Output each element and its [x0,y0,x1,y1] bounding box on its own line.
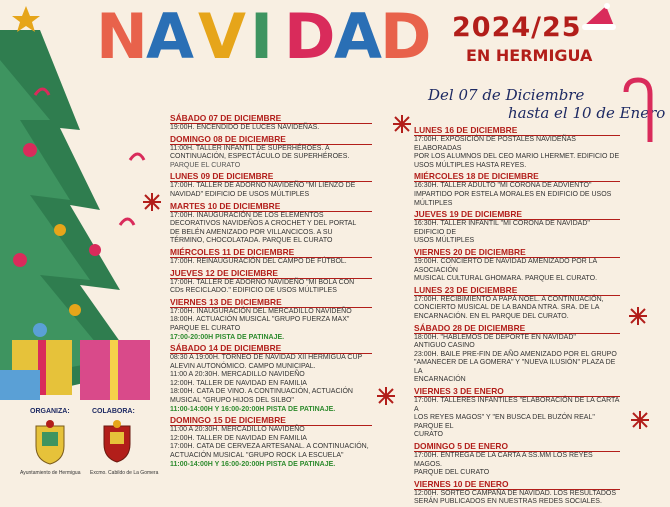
title-letter: D [284,0,336,73]
dates-from: Del 07 de Diciembre [428,86,585,104]
candy-cane-icon [620,74,660,144]
schedule-event-line: CONTINUACIÓN, ESPECTÁCULO DE SUPERHÉROES. [170,153,350,161]
schedule-event-line: "AMANECER DE LA GOMERA" Y "NUEVA ILUSIÓN" PLAZA DE LA [414,359,616,375]
schedule-event-line: DECORATIVOS NAVIDEÑOS A CROCHET Y DEL PORTAL [170,220,357,228]
snowflake-icon [142,192,162,212]
schedule-day-heading: LUNES 23 DE DICIEMBRE [414,285,620,296]
schedule-event-line: 12:00H. SORTEO CAMPAÑA DE NAVIDAD. LOS RESULTADOS [414,489,617,497]
ayuntamiento-crest-icon [30,420,70,466]
schedule-event-line: 17:00H. EXPOSICIÓN DE POSTALES NAVIDEÑAS ELABORADAS [414,136,576,152]
schedule-day-heading: MARTES 10 DE DICIEMBRE [170,201,372,212]
cabildo-crest-icon [100,420,134,464]
skating-rink-note: 11:00-14:00H Y 16:00-20:00H PISTA DE PATINAJE. [170,405,336,413]
title-letter: N [96,0,148,73]
schedule-event-line: 11:00 A 20:30H. MERCADILLO NAVIDEÑO [170,371,305,379]
schedule-day-heading: VIERNES 13 DE DICIEMBRE [170,297,372,308]
schedule-event-line: ALEVIN AUTONÓMICO. CAMPO MUNICIPAL. [170,362,316,370]
snowflake-icon [376,386,396,406]
schedule-right-column [414,124,620,507]
schedule-event-line: TÉRMINO, CHOCOLATADA. PARQUE EL CURATO [170,237,333,245]
colabora-name: Excmo. Cabildo de La Gomera [90,470,159,476]
title-letter: I [250,0,274,73]
schedule-event-line: 18:00H. "HABLEMOS DE DEPORTE EN NAVIDAD" [414,333,576,341]
schedule-event-line: 19:00H. CONCIERTO DE NAVIDAD AMENIZADO POR LA ASOCIACIÓN [414,257,597,274]
schedule-event-line: 17:00H. ENTREGA DE LA CARTA A SS.MM LOS REYES MAGOS. [414,452,593,468]
title-letter: D [380,0,432,73]
schedule-day-heading: LUNES 16 DE DICIEMBRE [414,125,620,136]
schedule-event-line: CURATO [414,431,443,439]
schedule-day-heading: SÁBADO 07 DE DICIEMBRE [170,113,372,124]
schedule-day-heading: MIÉRCOLES 11 DE DICIEMBRE [170,247,372,258]
schedule-day-heading: DOMINGO 5 DE ENERO [414,441,620,452]
schedule-event-line: 18:00H. ACTUACIÓN MUSICAL "GRUPO FUERZA MAX" [170,316,350,324]
schedule-day-heading: MIÉRCOLES 18 DE DICIEMBRE [414,171,620,182]
title-letter: V [198,0,246,73]
title-letter: A [146,0,194,73]
schedule-event-line: 11:00H. TALLER INFANTIL DE SUPERHÉROES. A [170,144,330,152]
schedule-event-line: PARQUE DEL CURATO [414,469,490,477]
schedule-event-line: 17:00H. TALLER DE ADORNO NAVIDEÑO "MI LIENZO DE [170,182,356,190]
schedule-event-line: 17:00H. INAUGURACIÓN DEL MERCADILLO NAVIDEÑO [170,307,352,315]
schedule-event-line: ENCARNACIÓN. EN EL PARQUE DEL CURATO. [414,312,569,320]
schedule-event-line: IMPARTIDO POR ESTELA MORALES EN EDIFICIO DE USOS [414,190,612,198]
schedule-event-line: CDs RECICLADO." EDIFICIO DE USOS MÚLTIPLES [170,287,337,295]
schedule-left-column [170,112,372,469]
schedule-event-location: PARQUE EL CURATO [170,161,241,169]
schedule-event-line: PARQUE EL CURATO [170,324,241,332]
schedule-event-line: 17:00H. TALLERES INFANTILES "ELABORACIÓN DE LA CARTA A [414,397,620,413]
schedule-event-line: 16:30H. TALLER INFANTIL "MI CORONA DE NAVIDAD" EDIFICIO DE [414,220,590,236]
year-label: 2024/25 [452,12,582,43]
snowflake-icon [628,306,648,326]
schedule-event-line: MÚLTIPLES [414,199,453,207]
schedule-event-line: SERÁN PUBLICADOS EN NUESTRAS REDES SOCIALES. [414,498,602,506]
schedule-event-line: 11:00 A 20:30H. MERCADILLO NAVIDEÑO [170,426,305,434]
schedule-event-line: NAVIDAD" EDIFICIO DE USOS MÚLTIPLES [170,190,310,198]
dates-to: hasta el 10 de Enero [508,104,666,122]
schedule-event-line: 23:00H. BAILE PRE-FIN DE AÑO AMENIZADO POR EL GRUPO [414,350,617,358]
schedule-day-heading: DOMINGO 08 DE DICIEMBRE [170,134,372,145]
schedule-day-heading: SÁBADO 28 DE DICIEMBRE [414,323,620,334]
schedule-event-line: LOS REYES MAGOS" Y "EN BUSCA DEL BUZÓN REAL" PARQUE EL [414,414,595,430]
santa-hat-icon [580,2,620,32]
organiza-name: Ayuntamiento de Hermigua [20,470,81,476]
skating-rink-note: 17:00-20:00H PISTA DE PATINAJE. [170,333,285,341]
schedule-day-heading: DOMINGO 15 DE DICIEMBRE [170,415,372,426]
schedule-event-line: USOS MÚLTIPLES HASTA REYES. [414,161,527,169]
schedule-day-heading: LUNES 09 DE DICIEMBRE [170,171,372,182]
schedule-event-line: 17:00H. INAUGURACIÓN DE LOS ELEMENTOS [170,211,324,219]
snowflake-icon [392,114,412,134]
schedule-event-line: 08:30 A 19:00H. TORNEO DE NAVIDAD XII HERMIGUA CUP [170,354,363,362]
skating-rink-note: 11:00-14:00H Y 16:00-20:00H PISTA DE PATINAJE. [170,460,336,468]
schedule-event-line: MUSICAL CULTURAL GHOMARA. PARQUE EL CURATO. [414,275,598,283]
schedule-event-line: DE BELÉN AMENIZADO POR VILLANCICOS. A SU [170,228,333,236]
schedule-event-line: 12:00H. TALLER DE NAVIDAD EN FAMILIA [170,434,307,442]
organiza-label: ORGANIZA: [30,408,70,415]
schedule-event-line: 17:00H. RECIBIMIENTO A PAPÁ NOEL. A CONTINUACIÓN, [414,295,604,303]
schedule-event-line: CONCIERTO MUSICAL DE LA BANDA NTRA. SRA. DE LA [414,304,600,312]
schedule-event-line: 12:00H. TALLER DE NAVIDAD EN FAMILIA [170,379,307,387]
schedule-event-line: USOS MÚLTIPLES [414,237,475,245]
schedule-day-heading: VIERNES 20 DE DICIEMBRE [414,247,620,258]
colabora-label: COLABORA: [92,408,135,415]
schedule-event-line: 17:00H. CATA DE CERVEZA ARTESANAL. A CONTINUACIÓN, [170,443,369,451]
schedule-day-heading: JUEVES 19 DE DICIEMBRE [414,209,620,220]
schedule-event-line: 17:00H. REINAUGURACIÓN DEL CAMPO DE FÚTBOL. [170,257,347,265]
snowflake-icon [630,410,650,430]
schedule-event-line: 16:30H. TALLER ADULTO "MI CORONA DE ADVIENTO" [414,182,592,190]
schedule-event-line: ANTIGUO CASINO [414,342,475,350]
schedule-event-line: 18:00H. CATA DE VINO. A CONTINUACIÓN, ACTUACIÓN [170,388,353,396]
schedule-event-line: 17:00H. TALLER DE ADORNO NAVIDEÑO "MI BOLA CON [170,278,355,286]
schedule-event-line: POR LOS ALUMNOS DEL CEO MARIO LHERMET. EDIFICIO DE [414,153,620,161]
title-letter: A [334,0,382,73]
place-label: EN HERMIGUA [466,46,593,65]
schedule-day-heading: JUEVES 12 DE DICIEMBRE [170,268,372,279]
schedule-day-heading: VIERNES 3 DE ENERO [414,386,620,397]
schedule-day-heading: VIERNES 10 DE ENERO [414,479,620,490]
schedule-day-heading: SÁBADO 14 DE DICIEMBRE [170,343,372,354]
schedule-event-line: 19:00H. ENCENDIDO DE LUCES NAVIDEÑAS. [170,124,320,131]
schedule-event-line: ACTUACIÓN MUSICAL "GRUPO ROCK LA ESCUELA" [170,452,344,460]
schedule-event-line: ENCARNACIÓN [414,376,466,384]
schedule-event-line: MUSICAL "GRUPO HIJOS DEL SILBO" [170,397,294,405]
